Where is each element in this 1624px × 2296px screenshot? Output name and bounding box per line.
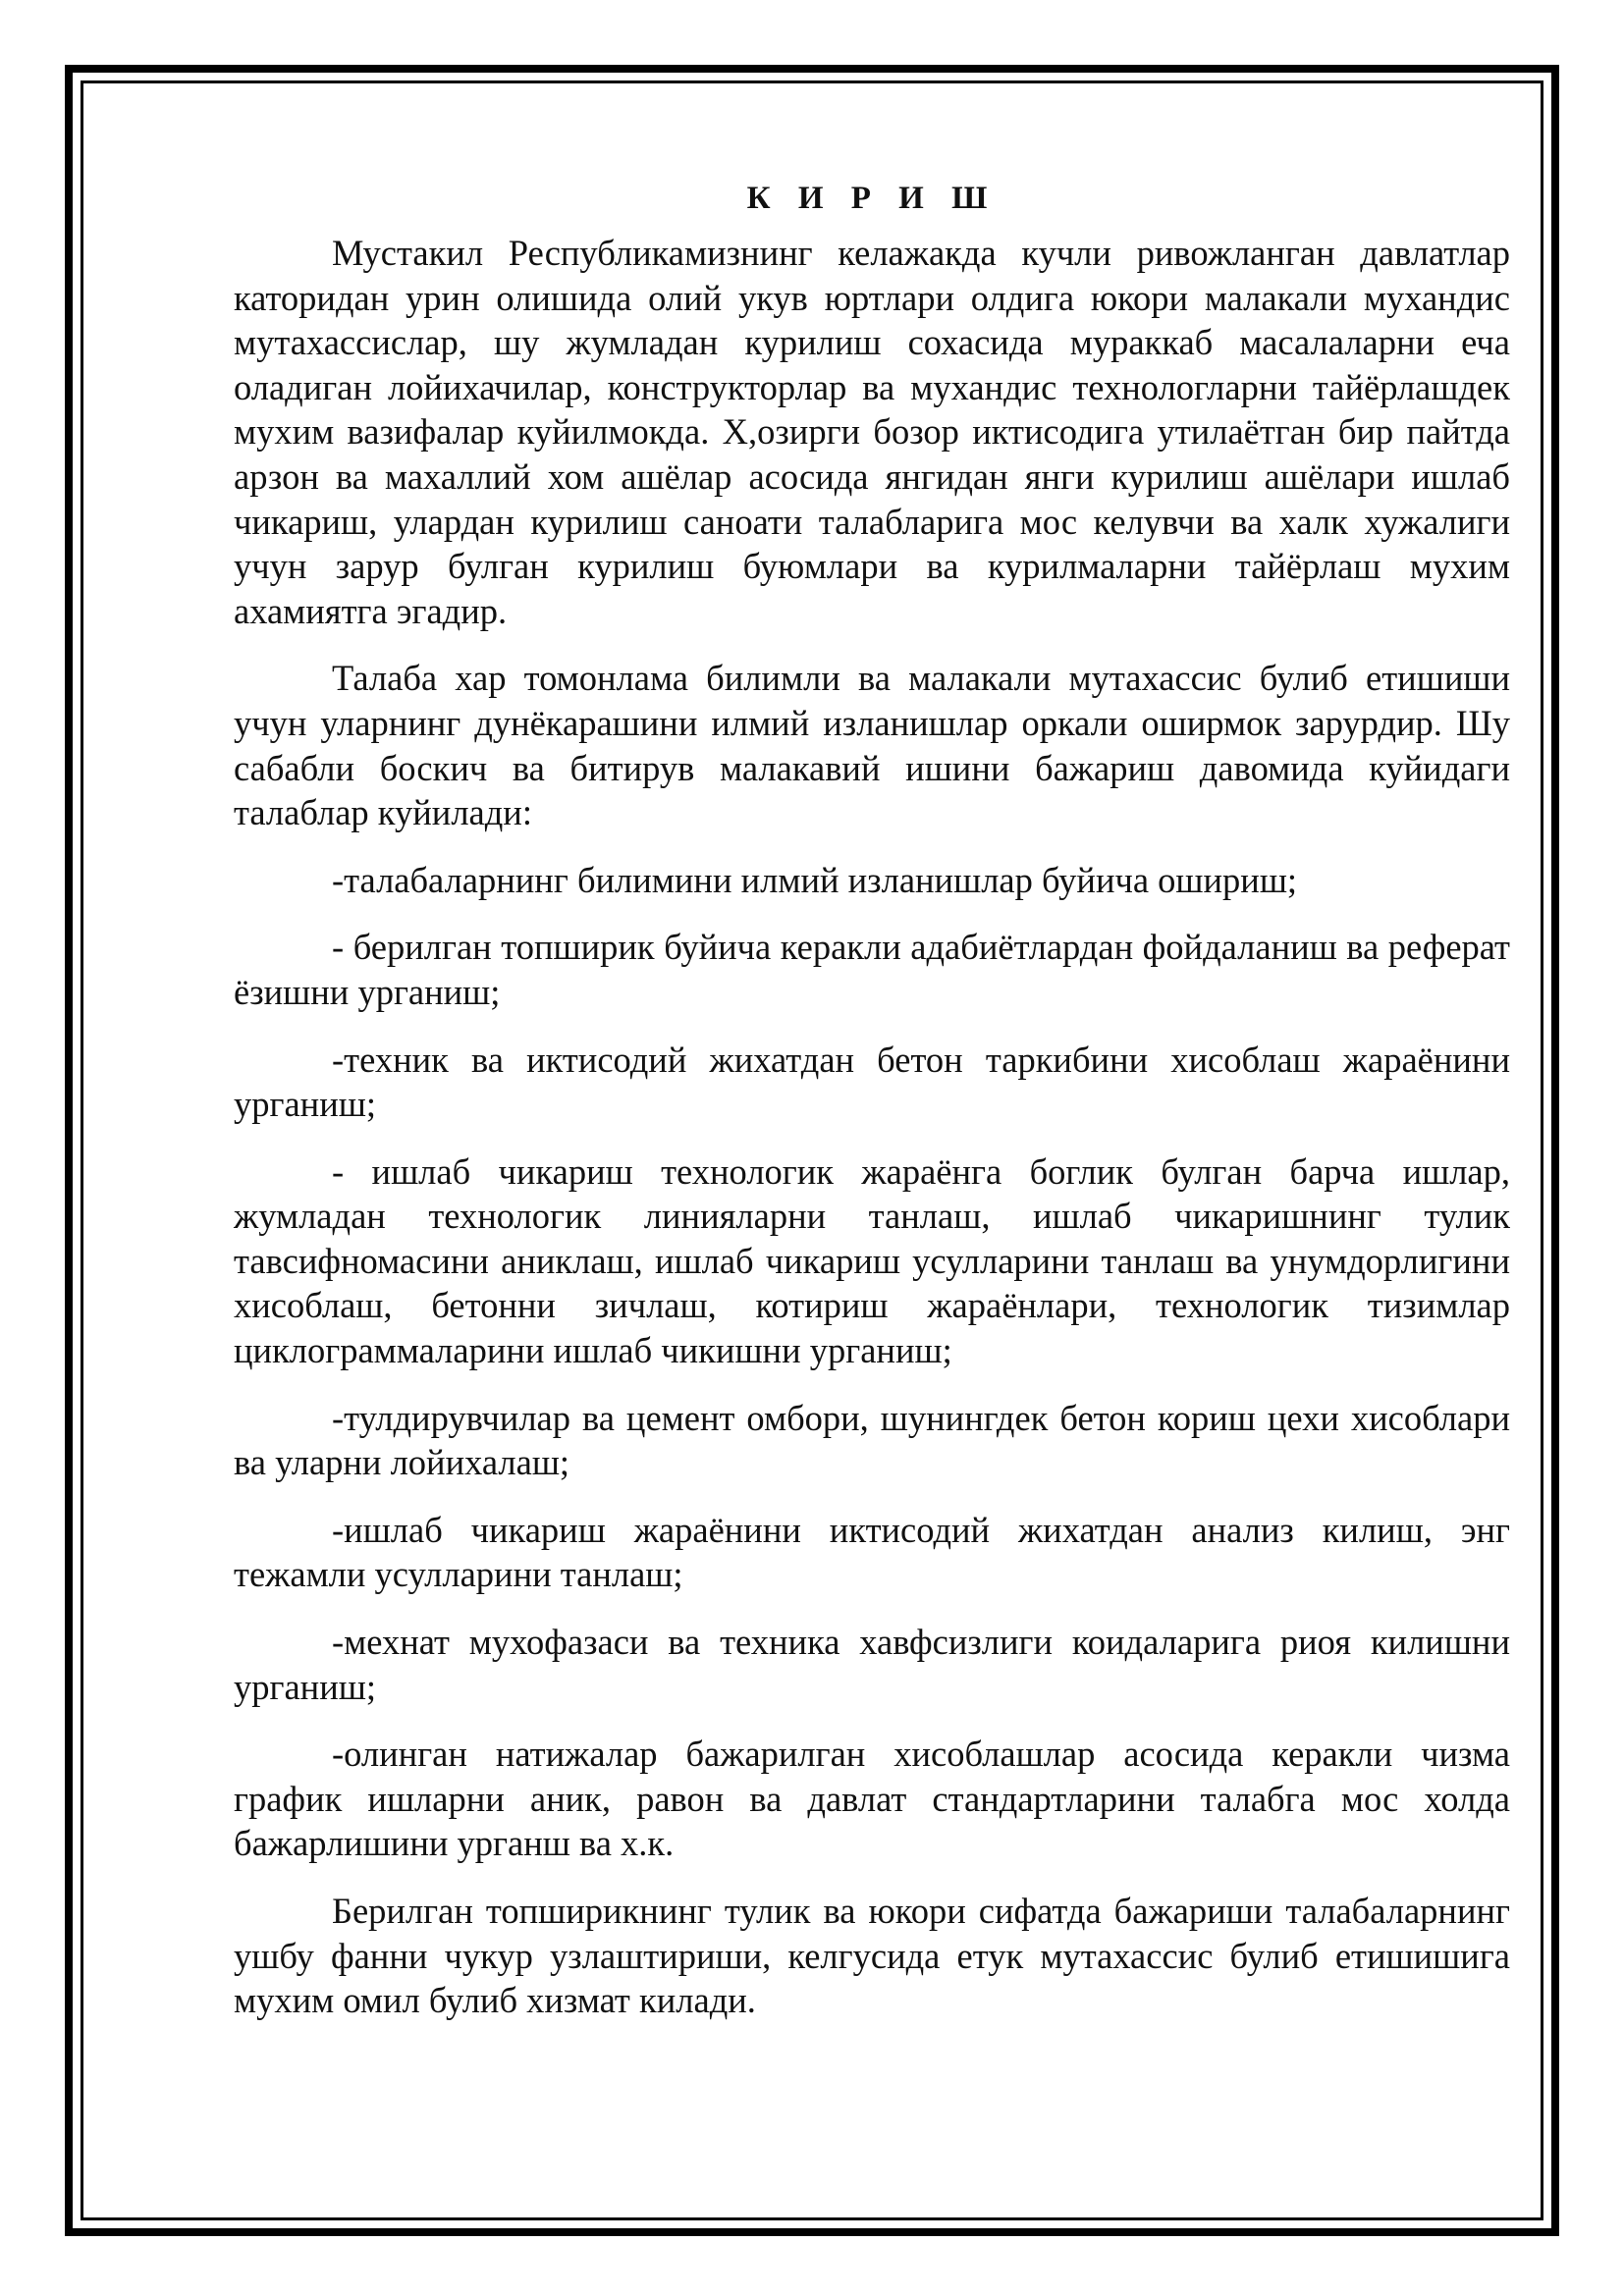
list-item: -ишлаб чикариш жараёнини иктисодий жихатдан анализ килиш, энг тежамли усулларини танлаш;: [234, 1509, 1510, 1595]
paragraph-requirements: Талаба хар томонлама билимли ва малакали мутахассис булиб етишиши учун уларнинг дунёкарашини илмий изланишлар оркали оширмок зарурдир. Шу сабабли боскич ва битирув малакавий ишини бажариш давомида куйидаги талаблар куйилади:: [234, 658, 1510, 833]
paragraph-conclusion: Берилган топширикнинг тулик ва юкори сифатда бажариши талабаларнинг ушбу фанни чукур узлаштириши, келгусида етук мутахассис булиб етишишига мухим омил булиб хизмат килади.: [234, 1891, 1510, 2021]
list-item: - ишлаб чикариш технологик жараёнга боглик булган барча ишлар, жумладан технологик линияларни танлаш, ишлаб чикаришнинг тулик тавсифномасини аниклаш, ишлаб чикариш усулларини танлаш ва унумдорлигини хисоблаш, бетонни зичлаш, котириш жараёнлари, технологик тизимлар циклограммаларини ишлаб чикишни урганиш;: [234, 1150, 1510, 1371]
list-item: -тулдирувчилар ва цемент омбори, шунингдек бетон кориш цехи хисоблари ва уларни лойихалаш;: [234, 1397, 1510, 1483]
paragraph-intro: Мустакил Республикамизнинг келажакда кучли ривожланган давлатлар каторидан урин олишида олий укув юртлари олдига юкори малакали мухандис мутахассислар, шу жумладан курилиш сохасида мураккаб масалаларни еча оладиган лойихачилар, конструкторлар ва мухандис технологларни тайёрлашдек мухим вазифалар куйилмокда. Х,озирги бозор иктисодига утилаётган бир пайтда арзон ва махаллий хом ашёлар асосида янгидан янги курилиш ашёлари ишлаб чикариш, улардан курилиш саноати талабларига мос келувчи ва халк хужалиги учун зарур булган курилиш буюмлари ва курилмаларни тайёрлаш мухим ахамиятга эгадир.: [234, 233, 1510, 631]
document-title: К И Р И Ш: [746, 181, 998, 216]
list-item: -техник ва иктисодий жихатдан бетон таркибини хисоблаш жараёнини урганиш;: [234, 1039, 1510, 1125]
list-item: -талабаларнинг билимини илмий изланишлар буйича ошириш;: [332, 859, 1298, 900]
document-body: [234, 157, 1510, 2046]
list-item: -олинган натижалар бажарилган хисоблашлар асосида керакли чизма график ишларни аник, равон ва давлат стандартларини талабга мос холда бажарлишини урганш ва х.к.: [234, 1734, 1510, 1864]
list-item: - берилган топширик буйича керакли адабиётлардан фойдаланиш ва реферат ёзишни урганиш;: [234, 927, 1510, 1012]
list-item: -мехнат мухофазаси ва техника хавфсизлиги коидаларига риоя килишни урганиш;: [234, 1622, 1510, 1707]
